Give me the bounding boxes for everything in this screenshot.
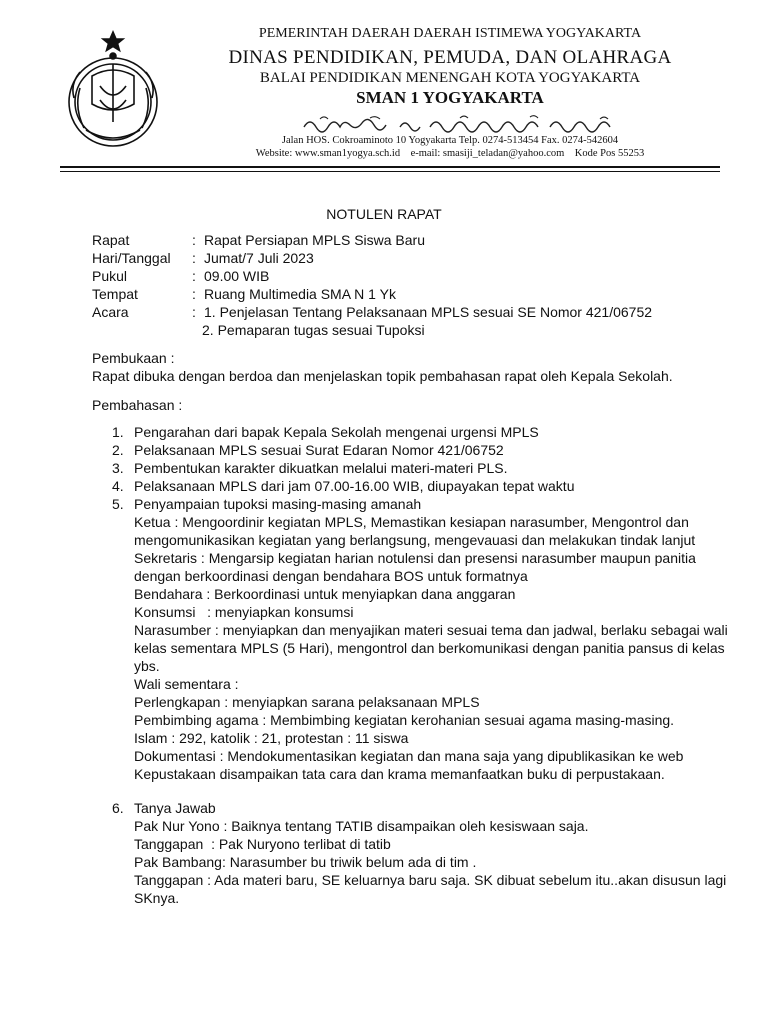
info-label: Tempat bbox=[92, 286, 138, 302]
dinas-emblem-logo bbox=[62, 28, 164, 150]
info-value: Ruang Multimedia SMA N 1 Yk bbox=[204, 286, 396, 302]
document-title: NOTULEN RAPAT bbox=[326, 206, 442, 222]
duty-kepustakaan: Kepustakaan disampaikan tata cara dan krama memanfaatkan buku di perpustakaan. bbox=[134, 766, 665, 782]
letterhead bbox=[0, 0, 768, 200]
info-label: Hari/Tanggal bbox=[92, 250, 171, 266]
kop-office-line: BALAI PENDIDIKAN MENENGAH KOTA YOGYAKARTA bbox=[259, 70, 641, 86]
duty-pembimbing-agama: Pembimbing agama : Membimbing kegiatan kerohanian sesuai agama masing-masing. bbox=[134, 712, 675, 728]
kop-website-email: Website: www.sman1yogya.sch.id e-mail: smasiji_teladan@yahoo.com Kode Pos 55253 bbox=[255, 148, 645, 159]
info-label: Pukul bbox=[92, 268, 128, 284]
qa-line: Tanggapan : Ada materi baru, SE keluarnya baru saja. SK dibuat sebelum itu..akan disusun lagi SKnya. bbox=[134, 872, 727, 906]
discussion-heading: Pembahasan : bbox=[92, 397, 183, 413]
item-number: 3. bbox=[112, 460, 124, 476]
discussion-list bbox=[92, 423, 732, 907]
opening-text: Rapat dibuka dengan berdoa dan menjelaskan topik pembahasan rapat oleh Kepala Sekolah. bbox=[92, 368, 673, 384]
kop-school-name: SMAN 1 YOGYAKARTA bbox=[356, 88, 544, 107]
item-text: Pelaksanaan MPLS sesuai Surat Edaran Nomor 421/06752 bbox=[134, 442, 504, 458]
list-item bbox=[92, 477, 732, 495]
item-text: Pengarahan dari bapak Kepala Sekolah mengenai urgensi MPLS bbox=[134, 424, 539, 440]
info-value: 1. Penjelasan Tentang Pelaksanaan MPLS sesuai SE Nomor 421/06752 bbox=[204, 304, 653, 320]
letterhead-thin-rule bbox=[60, 171, 720, 172]
qa-line: Pak Bambang: Narasumber bu triwik belum ada di tim . bbox=[134, 854, 477, 870]
info-value: Rapat Persiapan MPLS Siswa Baru bbox=[204, 232, 425, 248]
list-item bbox=[92, 459, 732, 477]
info-value: 2. Pemaparan tugas sesuai Tupoksi bbox=[202, 322, 425, 338]
kop-department-line: DINAS PENDIDIKAN, PEMUDA, DAN OLAHRAGA bbox=[228, 47, 672, 68]
letterhead-thick-rule bbox=[60, 166, 720, 168]
item-number: 4. bbox=[112, 478, 124, 494]
info-label: Rapat bbox=[92, 232, 130, 248]
info-value: 09.00 WIB bbox=[204, 268, 270, 284]
item-number: 5. bbox=[112, 496, 124, 512]
kop-address: Jalan HOS. Cokroaminoto 10 Yogyakarta Telp. 0274-513454 Fax. 0274-542604 bbox=[281, 135, 619, 146]
info-value: Jumat/7 Juli 2023 bbox=[204, 250, 314, 266]
religion-counts: Islam : 292, katolik : 21, protestan : 11 siswa bbox=[134, 730, 409, 746]
item-text: Penyampaian tupoksi masing-masing amanah bbox=[134, 496, 422, 512]
kop-government-line: PEMERINTAH DAERAH DAERAH ISTIMEWA YOGYAKARTA bbox=[258, 26, 642, 41]
opening-heading: Pembukaan : bbox=[92, 350, 175, 366]
qa-line: Pak Nur Yono : Baiknya tentang TATIB disampaikan oleh kesiswaan saja. bbox=[134, 818, 589, 834]
item-text: Pembentukan karakter dikuatkan melalui materi-materi PLS. bbox=[134, 460, 508, 476]
item-text: Pelaksanaan MPLS dari jam 07.00-16.00 WIB, diupayakan tepat waktu bbox=[134, 478, 575, 494]
duty-perlengkapan: Perlengkapan : menyiapkan sarana pelaksanaan MPLS bbox=[134, 694, 480, 710]
info-label: Acara bbox=[92, 304, 129, 320]
item-number: 6. bbox=[112, 800, 124, 816]
duty-wali-sementara: Wali sementara : bbox=[134, 676, 239, 692]
duty-bendahara: Bendahara : Berkoordinasi untuk menyiapkan dana anggaran bbox=[134, 586, 516, 602]
duty-ketua: Ketua : Mengoordinir kegiatan MPLS, Memastikan kesiapan narasumber, Mengontrol dan mengomunikasikan kegiatan yang berlangsung, mengevauasi dan melakukan tindak lanjut bbox=[134, 514, 696, 548]
list-item bbox=[92, 423, 732, 441]
list-item bbox=[92, 495, 732, 513]
duty-konsumsi: Konsumsi : menyiapkan konsumsi bbox=[134, 604, 354, 620]
item-number: 1. bbox=[112, 424, 124, 440]
qa-line: Tanggapan : Pak Nuryono terlibat di tatib bbox=[134, 836, 391, 852]
duty-sekretaris: Sekretaris : Mengarsip kegiatan harian notulensi dan presensi narasumber maupun panitia dengan berkoordinasi dengan bendahara BOS untuk formatnya bbox=[134, 550, 696, 584]
javanese-script-decoration bbox=[300, 113, 630, 135]
duty-dokumentasi: Dokumentasi : Mendokumentasikan kegiatan dan mana saja yang dipublikasikan ke web bbox=[134, 748, 684, 764]
duty-narasumber: Narasumber : menyiapkan dan menyajikan materi sesuai tema dan jadwal, berlaku sebagai wali kelas sementara MPLS (5 Hari), mengontrol dan berkomunikasi dengan panitia pansus di kelas ybs. bbox=[134, 622, 728, 674]
qa-heading: Tanya Jawab bbox=[134, 800, 216, 816]
list-item-qa bbox=[92, 799, 732, 817]
list-item bbox=[92, 441, 732, 459]
item-number: 2. bbox=[112, 442, 124, 458]
